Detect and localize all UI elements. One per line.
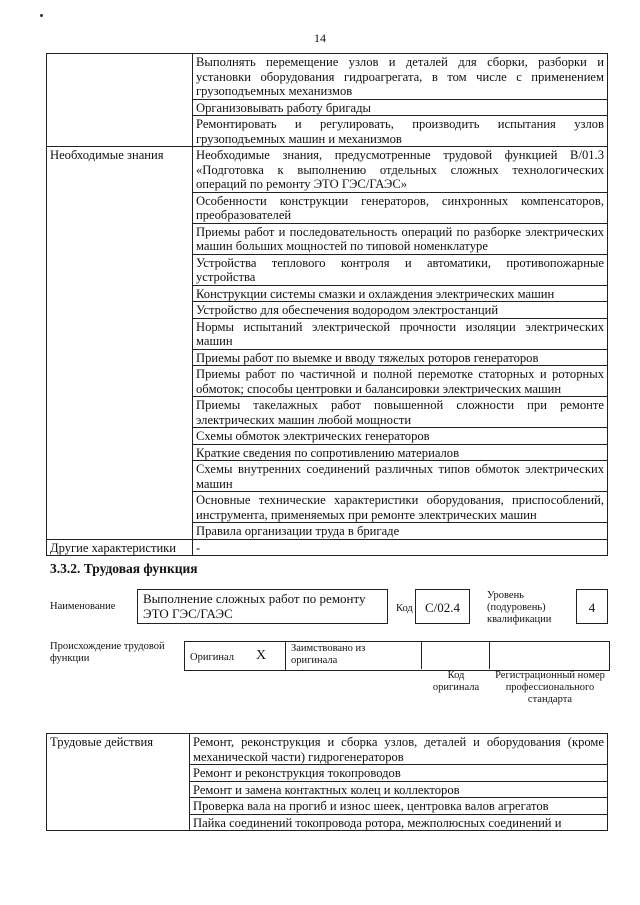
- code-value: C/02.4: [424, 600, 461, 615]
- table-row: [47, 539, 608, 556]
- table-cell: Основные технические характеристики оборудования, приспособлений, инструмента, применяемых при ремонте электрических машин: [193, 492, 608, 523]
- reg-caption: Регистрационный номер профессионального стандарта: [495, 670, 605, 705]
- table-cell: Приемы такелажных работ повышенной сложности при ремонте электрических машин любой мощности: [193, 397, 608, 428]
- divider: [421, 641, 422, 669]
- table-row: [47, 147, 608, 193]
- divider: [489, 641, 490, 669]
- table-cell: Схемы обмоток электрических генераторов: [193, 428, 608, 445]
- code-box: [415, 589, 470, 624]
- table-cell: Приемы работ по выемке и вводу тяжелых роторов генераторов: [193, 349, 608, 366]
- other-value: -: [193, 539, 608, 556]
- level-value: 4: [588, 600, 596, 615]
- table-cell: Правила организации труда в бригаде: [193, 523, 608, 540]
- other-label: Другие характеристики: [47, 539, 193, 556]
- table-cell: Конструкции системы смазки и охлаждения электрических машин: [193, 285, 608, 302]
- table-cell: Пайка соединений токопровода ротора, межполюсных соединений и: [190, 814, 608, 831]
- name-label: Наименование: [50, 601, 116, 612]
- knowledge-label: Необходимые знания: [47, 147, 193, 540]
- table-cell: Проверка вала на прогиб и износ шеек, центровка валов агрегатов: [190, 798, 608, 815]
- table-cell: Схемы внутренних соединений различных типов обмоток электрических машин: [193, 461, 608, 492]
- table-cell: Организовывать работу бригады: [193, 99, 608, 116]
- table-cell: Необходимые знания, предусмотренные трудовой функцией B/01.3 «Подготовка к выполнению отдельных сложных технологических операций по ремонту ЭТО ГЭС/ГАЭС»: [193, 147, 608, 193]
- table-row: [47, 54, 608, 100]
- actions-table: [46, 733, 608, 831]
- table-cell: Ремонт, реконструкция и сборка узлов, деталей и оборудования (кроме механической части) гидрогенераторов: [190, 734, 608, 765]
- original-label: Оригинал: [190, 652, 234, 663]
- empty-label-cell: [47, 54, 193, 147]
- code-caption: Код оригинала: [432, 670, 480, 693]
- code-label: Код: [396, 603, 413, 614]
- origin-label: Происхождение трудовой функции: [50, 641, 165, 664]
- table-cell: Ремонтировать и регулировать, производить испытания узлов грузоподъемных машин и механизмов: [193, 116, 608, 147]
- level-label: Уровень (подуровень) квалификации: [487, 590, 552, 625]
- section-title: 3.3.2. Трудовая функция: [50, 561, 198, 576]
- original-mark: X: [256, 648, 267, 663]
- table-cell: Краткие сведения по сопротивлению материалов: [193, 444, 608, 461]
- actions-label: Трудовые действия: [47, 734, 190, 831]
- table-cell: Приемы работ по частичной и полной перемотке статорных и роторных обмоток; способы центровки и балансировки электрических машин: [193, 366, 608, 397]
- name-box: [137, 589, 388, 624]
- table-row: [47, 734, 608, 765]
- name-value: Выполнение сложных работ по ремонту ЭТО ГЭС/ГАЭС: [143, 591, 366, 621]
- table-cell: Ремонт и реконструкция токопроводов: [190, 765, 608, 782]
- table-cell: Выполнять перемещение узлов и деталей для сборки, разборки и установки оборудования гидроагрегата, в том числе с применением грузоподъемных механизмов: [193, 54, 608, 100]
- table-cell: Приемы работ и последовательность операций по разборке электрических машин больших мощностей по типовой номенклатуре: [193, 223, 608, 254]
- requirements-table: [46, 53, 608, 556]
- table-cell: Устройства теплового контроля и автоматики, противопожарные устройства: [193, 254, 608, 285]
- table-cell: Особенности конструкции генераторов, синхронных компенсаторов, преобразователей: [193, 192, 608, 223]
- page-number: 14: [314, 31, 326, 45]
- table-cell: Устройство для обеспечения водородом электростанций: [193, 302, 608, 319]
- level-box: [576, 589, 608, 624]
- table-cell: Ремонт и замена контактных колец и коллекторов: [190, 781, 608, 798]
- borrowed-label: Заимствовано из оригинала: [291, 643, 366, 666]
- scan-dot: [40, 14, 43, 17]
- table-cell: Нормы испытаний электрической прочности изоляции электрических машин: [193, 318, 608, 349]
